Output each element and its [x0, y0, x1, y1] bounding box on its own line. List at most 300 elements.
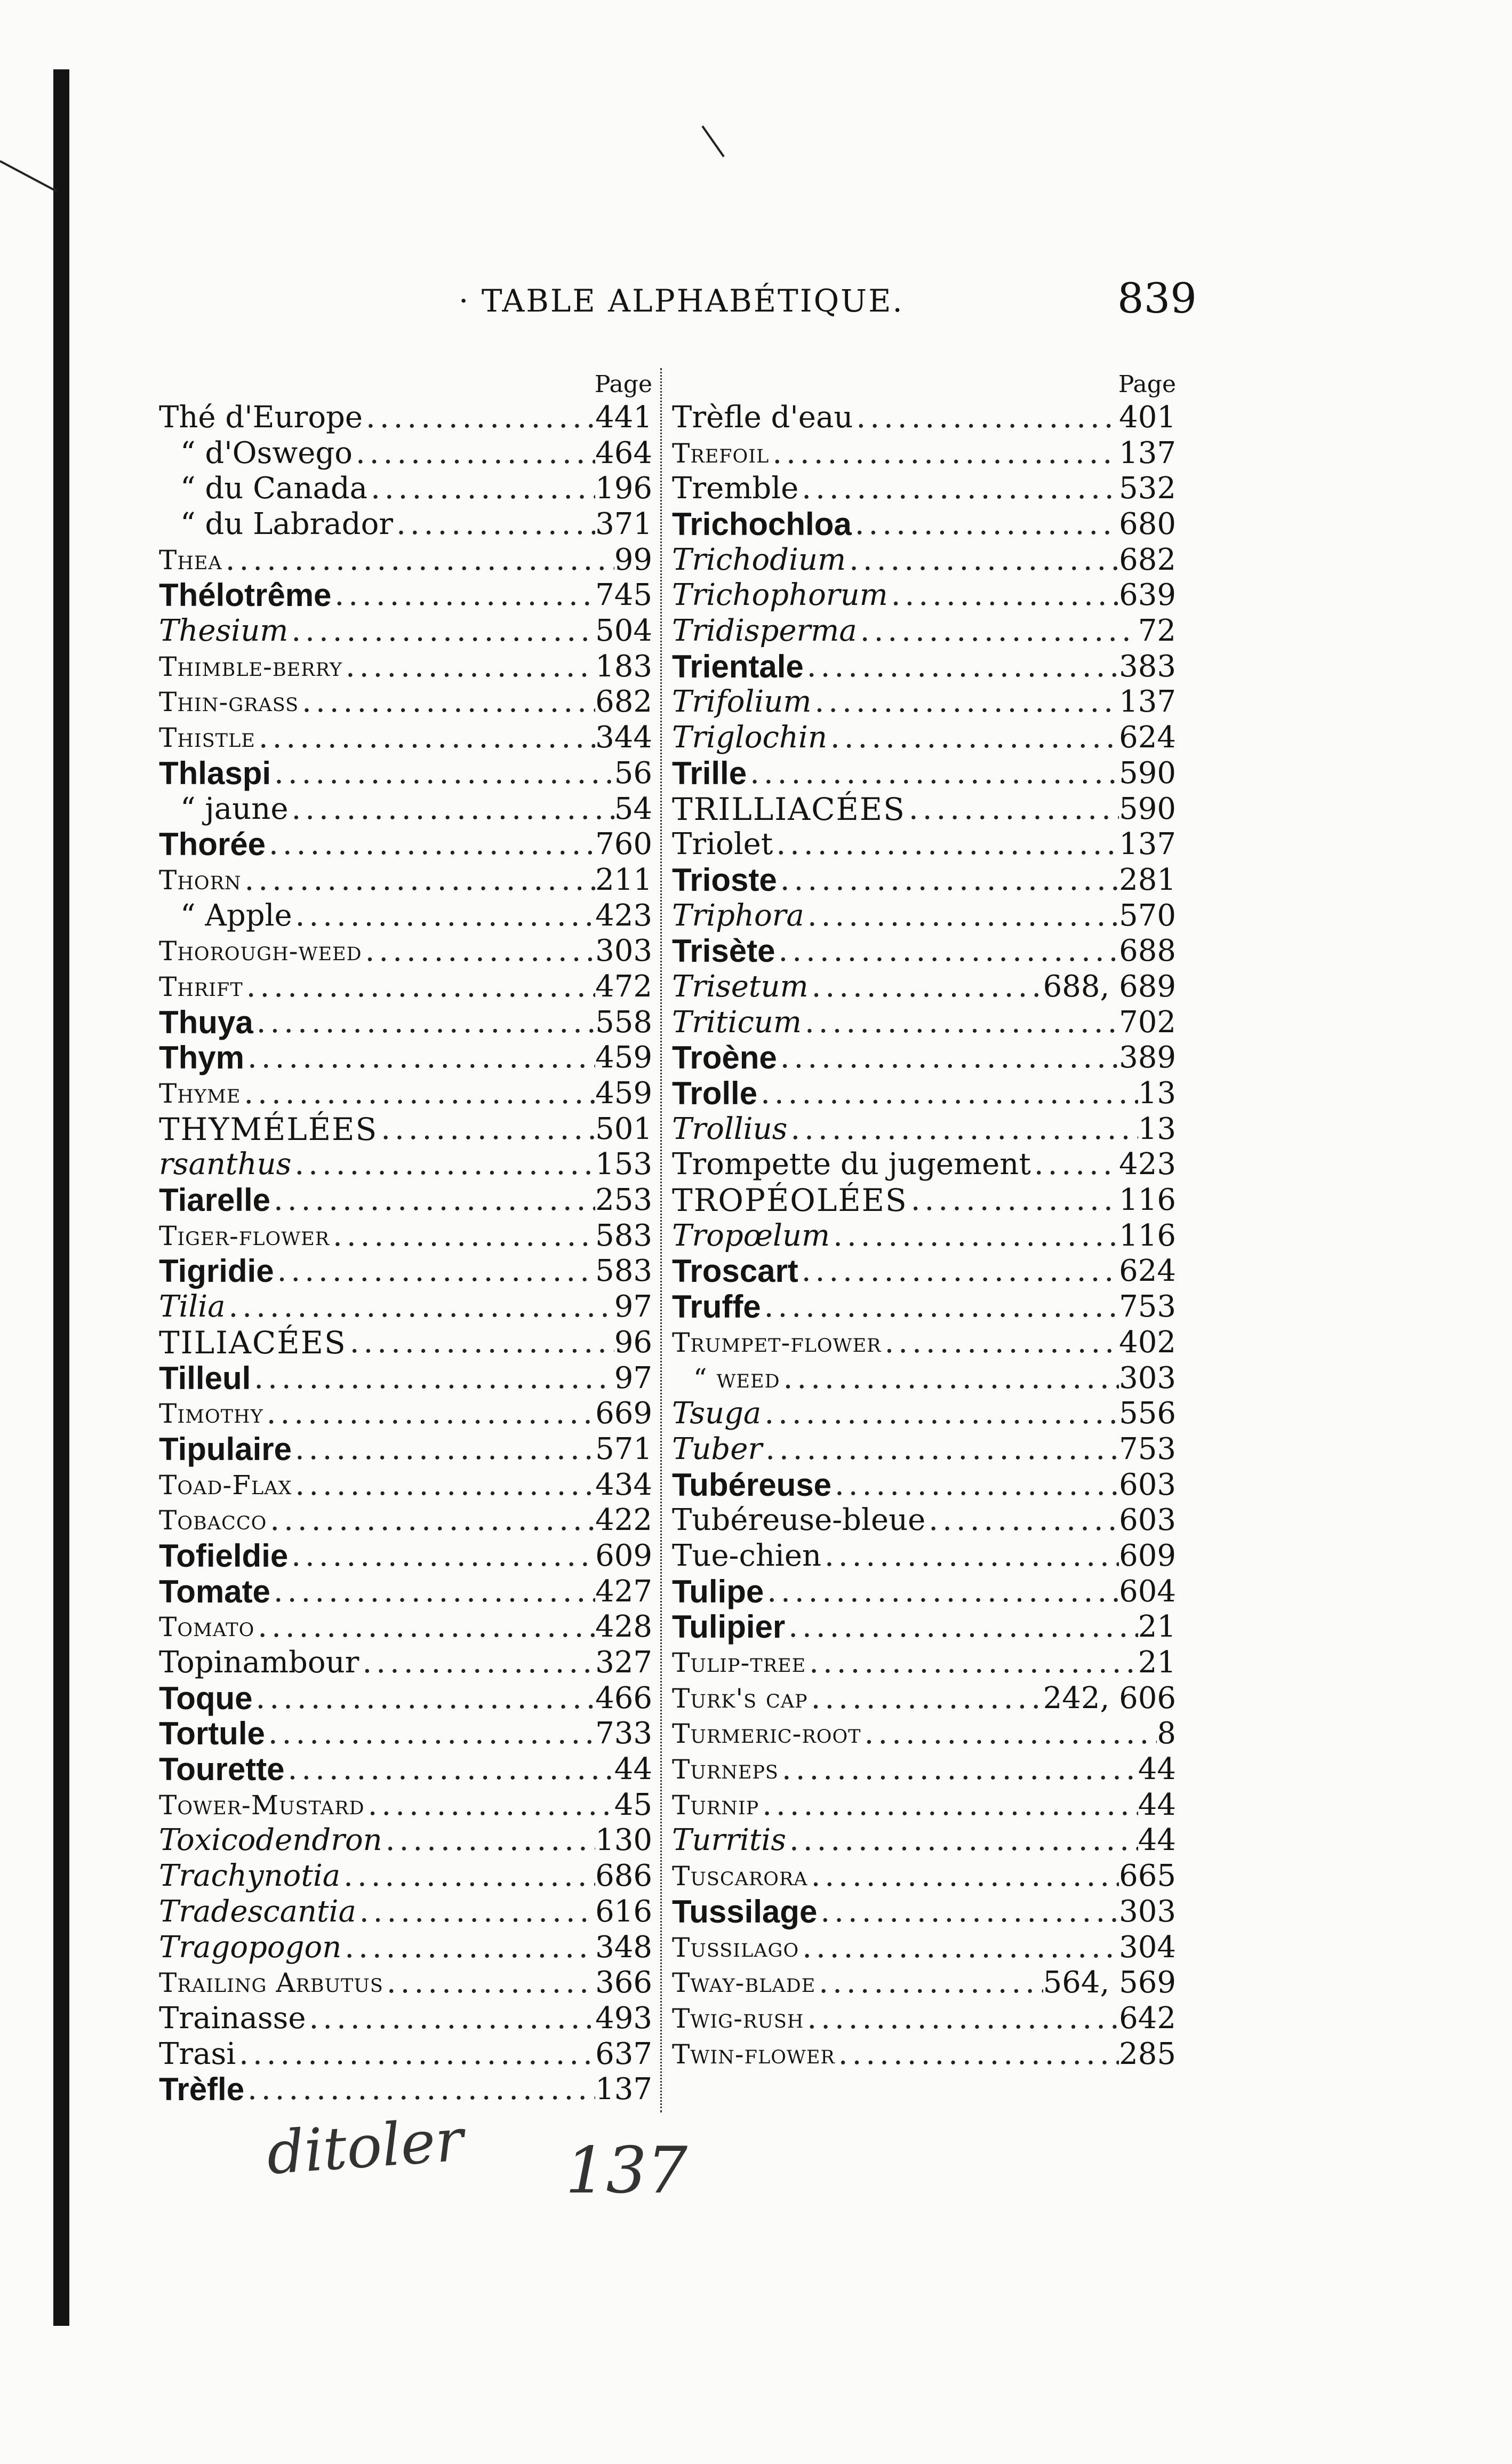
index-entry — [672, 756, 1176, 792]
dot-leader — [775, 934, 1119, 969]
entry-page: 97 — [614, 1289, 652, 1325]
entry-term: Tomate — [159, 1573, 270, 1609]
dot-leader — [777, 1040, 1119, 1076]
entry-page: 686 — [595, 1859, 652, 1894]
dot-leader — [853, 400, 1119, 436]
dot-leader — [299, 684, 595, 720]
dot-leader — [827, 720, 1119, 756]
dot-leader — [241, 1076, 595, 1112]
index-entry — [159, 507, 652, 543]
index-entry — [159, 1040, 652, 1076]
index-entry — [672, 863, 1176, 898]
dot-leader — [852, 507, 1119, 543]
dot-leader — [811, 684, 1119, 720]
entry-page: 745 — [595, 578, 652, 613]
entry-page: 682 — [595, 684, 652, 720]
index-entry — [159, 1254, 652, 1290]
index-entry — [672, 1361, 1176, 1397]
entry-page: 688 — [1119, 934, 1176, 969]
index-entry — [672, 1432, 1176, 1468]
entry-term: Trachynotia — [159, 1859, 341, 1894]
dot-leader — [263, 1396, 595, 1432]
entry-term: Trifolium — [672, 684, 812, 720]
index-entry — [159, 1823, 652, 1859]
entry-page: 441 — [595, 400, 652, 435]
dot-leader — [804, 649, 1119, 685]
dot-leader — [799, 1930, 1119, 1966]
entry-term: Thé d'Europe — [159, 400, 363, 435]
dot-leader — [244, 2072, 595, 2108]
index-entry — [159, 1788, 652, 1823]
entry-page: 609 — [595, 1538, 652, 1573]
index-entry — [672, 898, 1176, 934]
index-entry — [672, 969, 1176, 1005]
entry-term: Troène — [672, 1040, 777, 1076]
entry-term: Trisète — [672, 933, 775, 969]
dot-leader — [817, 1894, 1119, 1930]
entry-term: Turmeric-root — [672, 1718, 861, 1750]
entry-list — [159, 400, 652, 2108]
dot-leader — [806, 1645, 1138, 1681]
entry-term: Trefoil — [672, 437, 770, 469]
entry-term: rsanthus — [159, 1147, 292, 1182]
dot-leader — [347, 1325, 614, 1361]
entry-term: Thuya — [159, 1004, 253, 1040]
dot-leader — [266, 827, 595, 863]
index-entry — [159, 827, 652, 863]
entry-term: Tiarelle — [159, 1182, 271, 1218]
dot-leader — [787, 1112, 1138, 1147]
dot-leader — [306, 2001, 596, 2037]
index-entry — [159, 1396, 652, 1432]
entry-page: 211 — [595, 862, 652, 897]
column-header — [672, 368, 1176, 400]
entry-term: Toxicodendron — [159, 1823, 382, 1858]
entry-page: 54 — [614, 791, 652, 826]
page-label: Page — [1118, 371, 1176, 398]
index-entry — [159, 1468, 652, 1503]
entry-page: 402 — [1119, 1325, 1176, 1360]
entry-term: Trasi — [159, 2036, 236, 2071]
index-entry — [672, 1005, 1176, 1041]
entry-page: 99 — [614, 542, 652, 577]
entry-term: Thrift — [159, 971, 243, 1002]
dot-leader — [253, 1681, 596, 1717]
entry-page: 624 — [1119, 1254, 1176, 1289]
entry-page: 304 — [1119, 1929, 1176, 1965]
entry-term: Turnip — [672, 1789, 759, 1821]
index-entry — [672, 934, 1176, 969]
dot-leader — [330, 1218, 595, 1254]
index-entry — [672, 1965, 1176, 2001]
entry-term: Tobacco — [159, 1505, 267, 1536]
entry-term: Thin-grass — [159, 687, 299, 718]
entry-term: Tulip-tree — [672, 1647, 806, 1679]
handwritten-note: 137 — [565, 2134, 688, 2208]
entry-page: 558 — [595, 1004, 652, 1040]
entry-page: 253 — [595, 1183, 652, 1218]
index-entry — [159, 685, 652, 721]
running-header-title: · TABLE ALPHABÉTIQUE. — [459, 283, 904, 319]
index-entry — [672, 1681, 1176, 1717]
page-label: Page — [594, 371, 652, 398]
dot-leader — [881, 1325, 1119, 1361]
dot-leader — [271, 756, 614, 792]
entry-page: 137 — [595, 2072, 652, 2107]
dot-leader — [378, 1112, 595, 1147]
dot-leader — [292, 1432, 595, 1468]
entry-term: Tulipier — [672, 1609, 786, 1645]
entry-term: Trailing Arbutus — [159, 1967, 383, 1999]
entry-term: Tomato — [159, 1612, 255, 1643]
dot-leader — [925, 1503, 1119, 1538]
index-entry — [159, 1076, 652, 1112]
entry-term: Thyme — [159, 1078, 241, 1110]
dot-leader — [762, 1432, 1119, 1468]
entry-term: Tubéreuse-bleue — [672, 1503, 926, 1538]
dot-leader — [292, 898, 595, 934]
index-entry — [159, 2037, 652, 2072]
dot-leader — [769, 436, 1119, 472]
index-entry — [159, 969, 652, 1005]
entry-term: Triglochin — [672, 720, 827, 755]
entry-term: Tragopogon — [159, 1929, 342, 1965]
entry-page: 8 — [1157, 1716, 1176, 1751]
entry-term: Tussilage — [672, 1893, 818, 1929]
dot-leader — [779, 1752, 1138, 1788]
entry-term: TRILLIACÉES — [672, 791, 906, 827]
entry-page: 680 — [1119, 507, 1176, 542]
dot-leader — [270, 1183, 595, 1218]
entry-term: Triolet — [672, 827, 773, 862]
dot-leader — [251, 1361, 614, 1397]
entry-page: 383 — [1119, 649, 1176, 684]
entry-page: 669 — [595, 1396, 652, 1431]
entry-term: Trolle — [672, 1075, 758, 1112]
entry-page: 242, 606 — [1043, 1680, 1176, 1716]
entry-page: 116 — [1119, 1183, 1176, 1218]
index-entry — [159, 1538, 652, 1574]
dot-leader — [267, 1503, 595, 1538]
dot-leader — [764, 1574, 1119, 1610]
entry-page: 401 — [1119, 400, 1176, 435]
index-entry — [672, 1716, 1176, 1752]
dot-leader — [809, 969, 1043, 1005]
index-entry — [159, 792, 652, 827]
binding-edge — [53, 69, 69, 2326]
entry-term: Toque — [159, 1680, 253, 1716]
entry-page: 371 — [595, 507, 652, 542]
dot-leader — [761, 1289, 1119, 1325]
entry-term: Tiger-flower — [159, 1220, 330, 1251]
entry-term: Tremble — [672, 471, 799, 506]
entry-term: Trichophorum — [672, 578, 888, 613]
index-entry — [672, 649, 1176, 685]
dot-leader — [225, 1289, 614, 1325]
page-number: 839 — [1117, 275, 1197, 323]
entry-page: 603 — [1119, 1503, 1176, 1538]
dot-leader — [243, 969, 595, 1005]
index-entry — [159, 1574, 652, 1610]
entry-page: 348 — [595, 1929, 652, 1965]
dot-leader — [846, 543, 1119, 578]
entry-page: 665 — [1119, 1859, 1176, 1894]
dot-leader — [341, 1930, 595, 1966]
entry-page: 760 — [595, 827, 652, 862]
index-entry — [672, 436, 1176, 472]
entry-page: 571 — [595, 1431, 652, 1466]
entry-page: 196 — [595, 471, 652, 506]
entry-page: 72 — [1138, 613, 1176, 649]
index-entry — [672, 720, 1176, 756]
entry-page: 459 — [595, 1076, 652, 1111]
index-entry — [159, 1894, 652, 1930]
dot-leader — [382, 1823, 595, 1859]
index-entry — [672, 1503, 1176, 1538]
index-entry — [672, 1040, 1176, 1076]
index-entry — [672, 1396, 1176, 1432]
dot-leader — [363, 400, 595, 436]
entry-page: 303 — [1119, 1360, 1176, 1396]
entry-page: 753 — [1119, 1289, 1176, 1325]
entry-term: “ du Canada — [180, 471, 368, 506]
index-entry — [672, 2037, 1176, 2072]
entry-term: Thorée — [159, 826, 266, 863]
dot-leader — [761, 1396, 1119, 1432]
index-entry — [672, 578, 1176, 613]
dot-leader — [288, 1538, 595, 1574]
entry-page: 583 — [595, 1254, 652, 1289]
entry-term: Trisetum — [672, 969, 809, 1004]
entry-page: 137 — [1119, 684, 1176, 720]
entry-page: 428 — [595, 1609, 652, 1645]
entry-page: 44 — [1138, 1787, 1176, 1822]
index-entry — [159, 720, 652, 756]
entry-term: Tradescantia — [159, 1894, 356, 1929]
dot-leader — [288, 613, 595, 649]
entry-page: 423 — [1119, 1147, 1176, 1182]
dot-leader — [804, 2001, 1119, 2037]
entry-term: Topinambour — [159, 1645, 359, 1680]
dot-leader — [888, 578, 1119, 613]
dot-leader — [798, 471, 1119, 507]
entry-term: Tilia — [159, 1289, 226, 1325]
entry-page: 44 — [614, 1752, 652, 1787]
entry-term: Thimble-berry — [159, 651, 342, 682]
entry-page: 183 — [595, 649, 652, 684]
entry-term: Trumpet-flower — [672, 1327, 882, 1358]
entry-page: 688, 689 — [1043, 969, 1176, 1004]
entry-term: Tigridie — [159, 1253, 274, 1289]
entry-page: 603 — [1119, 1467, 1176, 1502]
entry-term: Tourette — [159, 1751, 285, 1788]
dot-leader — [236, 2037, 595, 2072]
entry-term: Thistle — [159, 722, 255, 754]
dot-leader — [785, 1609, 1138, 1645]
entry-page: 45 — [614, 1787, 652, 1822]
index-entry — [672, 685, 1176, 721]
entry-page: 327 — [595, 1645, 652, 1680]
entry-list — [672, 400, 1176, 2072]
dot-leader — [291, 1147, 595, 1183]
entry-term: Tortule — [159, 1716, 265, 1752]
index-entry — [159, 1503, 652, 1538]
entry-term: Trichochloa — [672, 506, 852, 543]
dot-leader — [821, 1538, 1119, 1574]
dot-leader — [353, 436, 595, 472]
index-entry — [159, 1681, 652, 1717]
index-entry — [672, 1894, 1176, 1930]
index-entry — [159, 1930, 652, 1966]
dot-leader — [773, 827, 1119, 863]
entry-page: 464 — [595, 435, 652, 471]
entry-term: Turk's cap — [672, 1682, 808, 1714]
index-entry — [159, 1289, 652, 1325]
entry-page: 281 — [1119, 862, 1176, 897]
entry-term: Tofieldie — [159, 1537, 289, 1574]
dot-leader — [253, 1005, 595, 1041]
index-entry — [672, 1752, 1176, 1788]
entry-term: “ Apple — [180, 898, 292, 933]
index-entry — [672, 507, 1176, 543]
index-entry — [672, 1574, 1176, 1610]
stray-mark — [0, 160, 57, 192]
index-entry — [159, 1609, 652, 1645]
entry-page: 137 — [1119, 435, 1176, 471]
entry-page: 564, 569 — [1043, 1965, 1176, 2000]
entry-page: 472 — [595, 969, 652, 1004]
index-entry — [672, 543, 1176, 578]
entry-page: 702 — [1119, 1004, 1176, 1040]
dot-leader — [908, 1183, 1119, 1218]
index-entry — [672, 471, 1176, 507]
entry-term: Trioste — [672, 862, 777, 898]
handwritten-note: ditoler — [264, 2106, 466, 2188]
entry-term: Thélotrême — [159, 577, 332, 613]
dot-leader — [906, 792, 1119, 827]
index-entry — [159, 471, 652, 507]
entry-page: 604 — [1119, 1574, 1176, 1609]
dot-leader — [757, 1076, 1138, 1112]
entry-page: 624 — [1119, 720, 1176, 755]
dot-leader — [759, 1788, 1138, 1823]
index-entry — [159, 863, 652, 898]
dot-leader — [222, 543, 614, 578]
entry-term: Triticum — [672, 1004, 802, 1040]
index-entry — [672, 1289, 1176, 1325]
index-entry — [672, 2001, 1176, 2037]
entry-page: 609 — [1119, 1538, 1176, 1573]
entry-page: 97 — [614, 1360, 652, 1396]
entry-page: 753 — [1119, 1431, 1176, 1466]
entry-term: Tropœlum — [672, 1218, 830, 1253]
entry-term: Tulipe — [672, 1573, 764, 1609]
entry-term: Tilleul — [159, 1360, 251, 1396]
index-entry — [672, 1183, 1176, 1218]
index-entry — [672, 1930, 1176, 1966]
index-entry — [159, 1432, 652, 1468]
entry-term: Truffe — [672, 1289, 761, 1325]
entry-page: 21 — [1138, 1645, 1176, 1680]
entry-page: 493 — [595, 2000, 652, 2036]
stray-mark — [701, 125, 724, 157]
entry-term: Tway-blade — [672, 1967, 816, 1999]
entry-term: Twin-flower — [672, 2038, 835, 2070]
index-entry — [672, 827, 1176, 863]
dot-leader — [808, 1681, 1043, 1717]
entry-term: Thea — [159, 544, 222, 576]
entry-page: 137 — [1119, 827, 1176, 862]
index-entry — [672, 1254, 1176, 1290]
entry-term: Tussilago — [672, 1932, 799, 1963]
entry-term: “ du Labrador — [180, 507, 394, 542]
entry-term: Tipulaire — [159, 1431, 292, 1467]
entry-term: TILIACÉES — [159, 1324, 347, 1361]
dot-leader — [285, 1752, 614, 1788]
entry-page: 616 — [595, 1894, 652, 1929]
index-entry — [672, 1147, 1176, 1183]
index-entry — [159, 543, 652, 578]
entry-page: 556 — [1119, 1396, 1176, 1431]
entry-term: Trichodium — [672, 542, 846, 577]
index-entry — [159, 1147, 652, 1183]
entry-term: Tuscarora — [672, 1861, 808, 1892]
entry-page: 427 — [595, 1574, 652, 1609]
entry-page: 116 — [1119, 1218, 1176, 1253]
entry-term: Trientale — [672, 648, 804, 684]
index-entry — [672, 1859, 1176, 1894]
entry-page: 344 — [595, 720, 652, 755]
dot-leader — [786, 1823, 1138, 1859]
index-entry — [672, 1076, 1176, 1112]
dot-leader — [270, 1574, 595, 1610]
index-column-right — [672, 368, 1176, 2072]
index-entry — [159, 1716, 652, 1752]
entry-term: Tubéreuse — [672, 1466, 831, 1503]
dot-leader — [830, 1218, 1119, 1254]
entry-term: THYMÉLÉES — [159, 1111, 378, 1147]
entry-term: TROPÉOLÉES — [672, 1182, 908, 1219]
entry-page: 504 — [595, 613, 652, 649]
dot-leader — [342, 649, 595, 685]
dot-leader — [255, 720, 595, 756]
column-header — [159, 368, 652, 400]
dot-leader — [274, 1254, 596, 1289]
index-entry — [159, 578, 652, 613]
index-entry — [159, 1752, 652, 1788]
entry-term: Trèfle d'eau — [672, 400, 853, 435]
entry-page: 639 — [1119, 578, 1176, 613]
index-entry — [672, 1823, 1176, 1859]
entry-page: 153 — [595, 1147, 652, 1182]
index-entry — [159, 1859, 652, 1894]
entry-page: 637 — [595, 2036, 652, 2071]
entry-page: 366 — [595, 1965, 652, 2000]
index-entry — [672, 400, 1176, 436]
entry-term: “ d'Oswego — [180, 435, 353, 471]
entry-page: 501 — [595, 1111, 652, 1146]
index-entry — [672, 613, 1176, 649]
entry-page: 590 — [1119, 755, 1176, 791]
entry-page: 130 — [595, 1823, 652, 1858]
entry-term: Thorough-weed — [159, 936, 362, 967]
entry-term: Turritis — [672, 1823, 787, 1858]
entry-page: 590 — [1119, 791, 1176, 826]
entry-page: 423 — [595, 898, 652, 933]
index-entry — [159, 1005, 652, 1041]
entry-term: “ weed — [693, 1362, 780, 1394]
dot-leader — [831, 1468, 1119, 1503]
